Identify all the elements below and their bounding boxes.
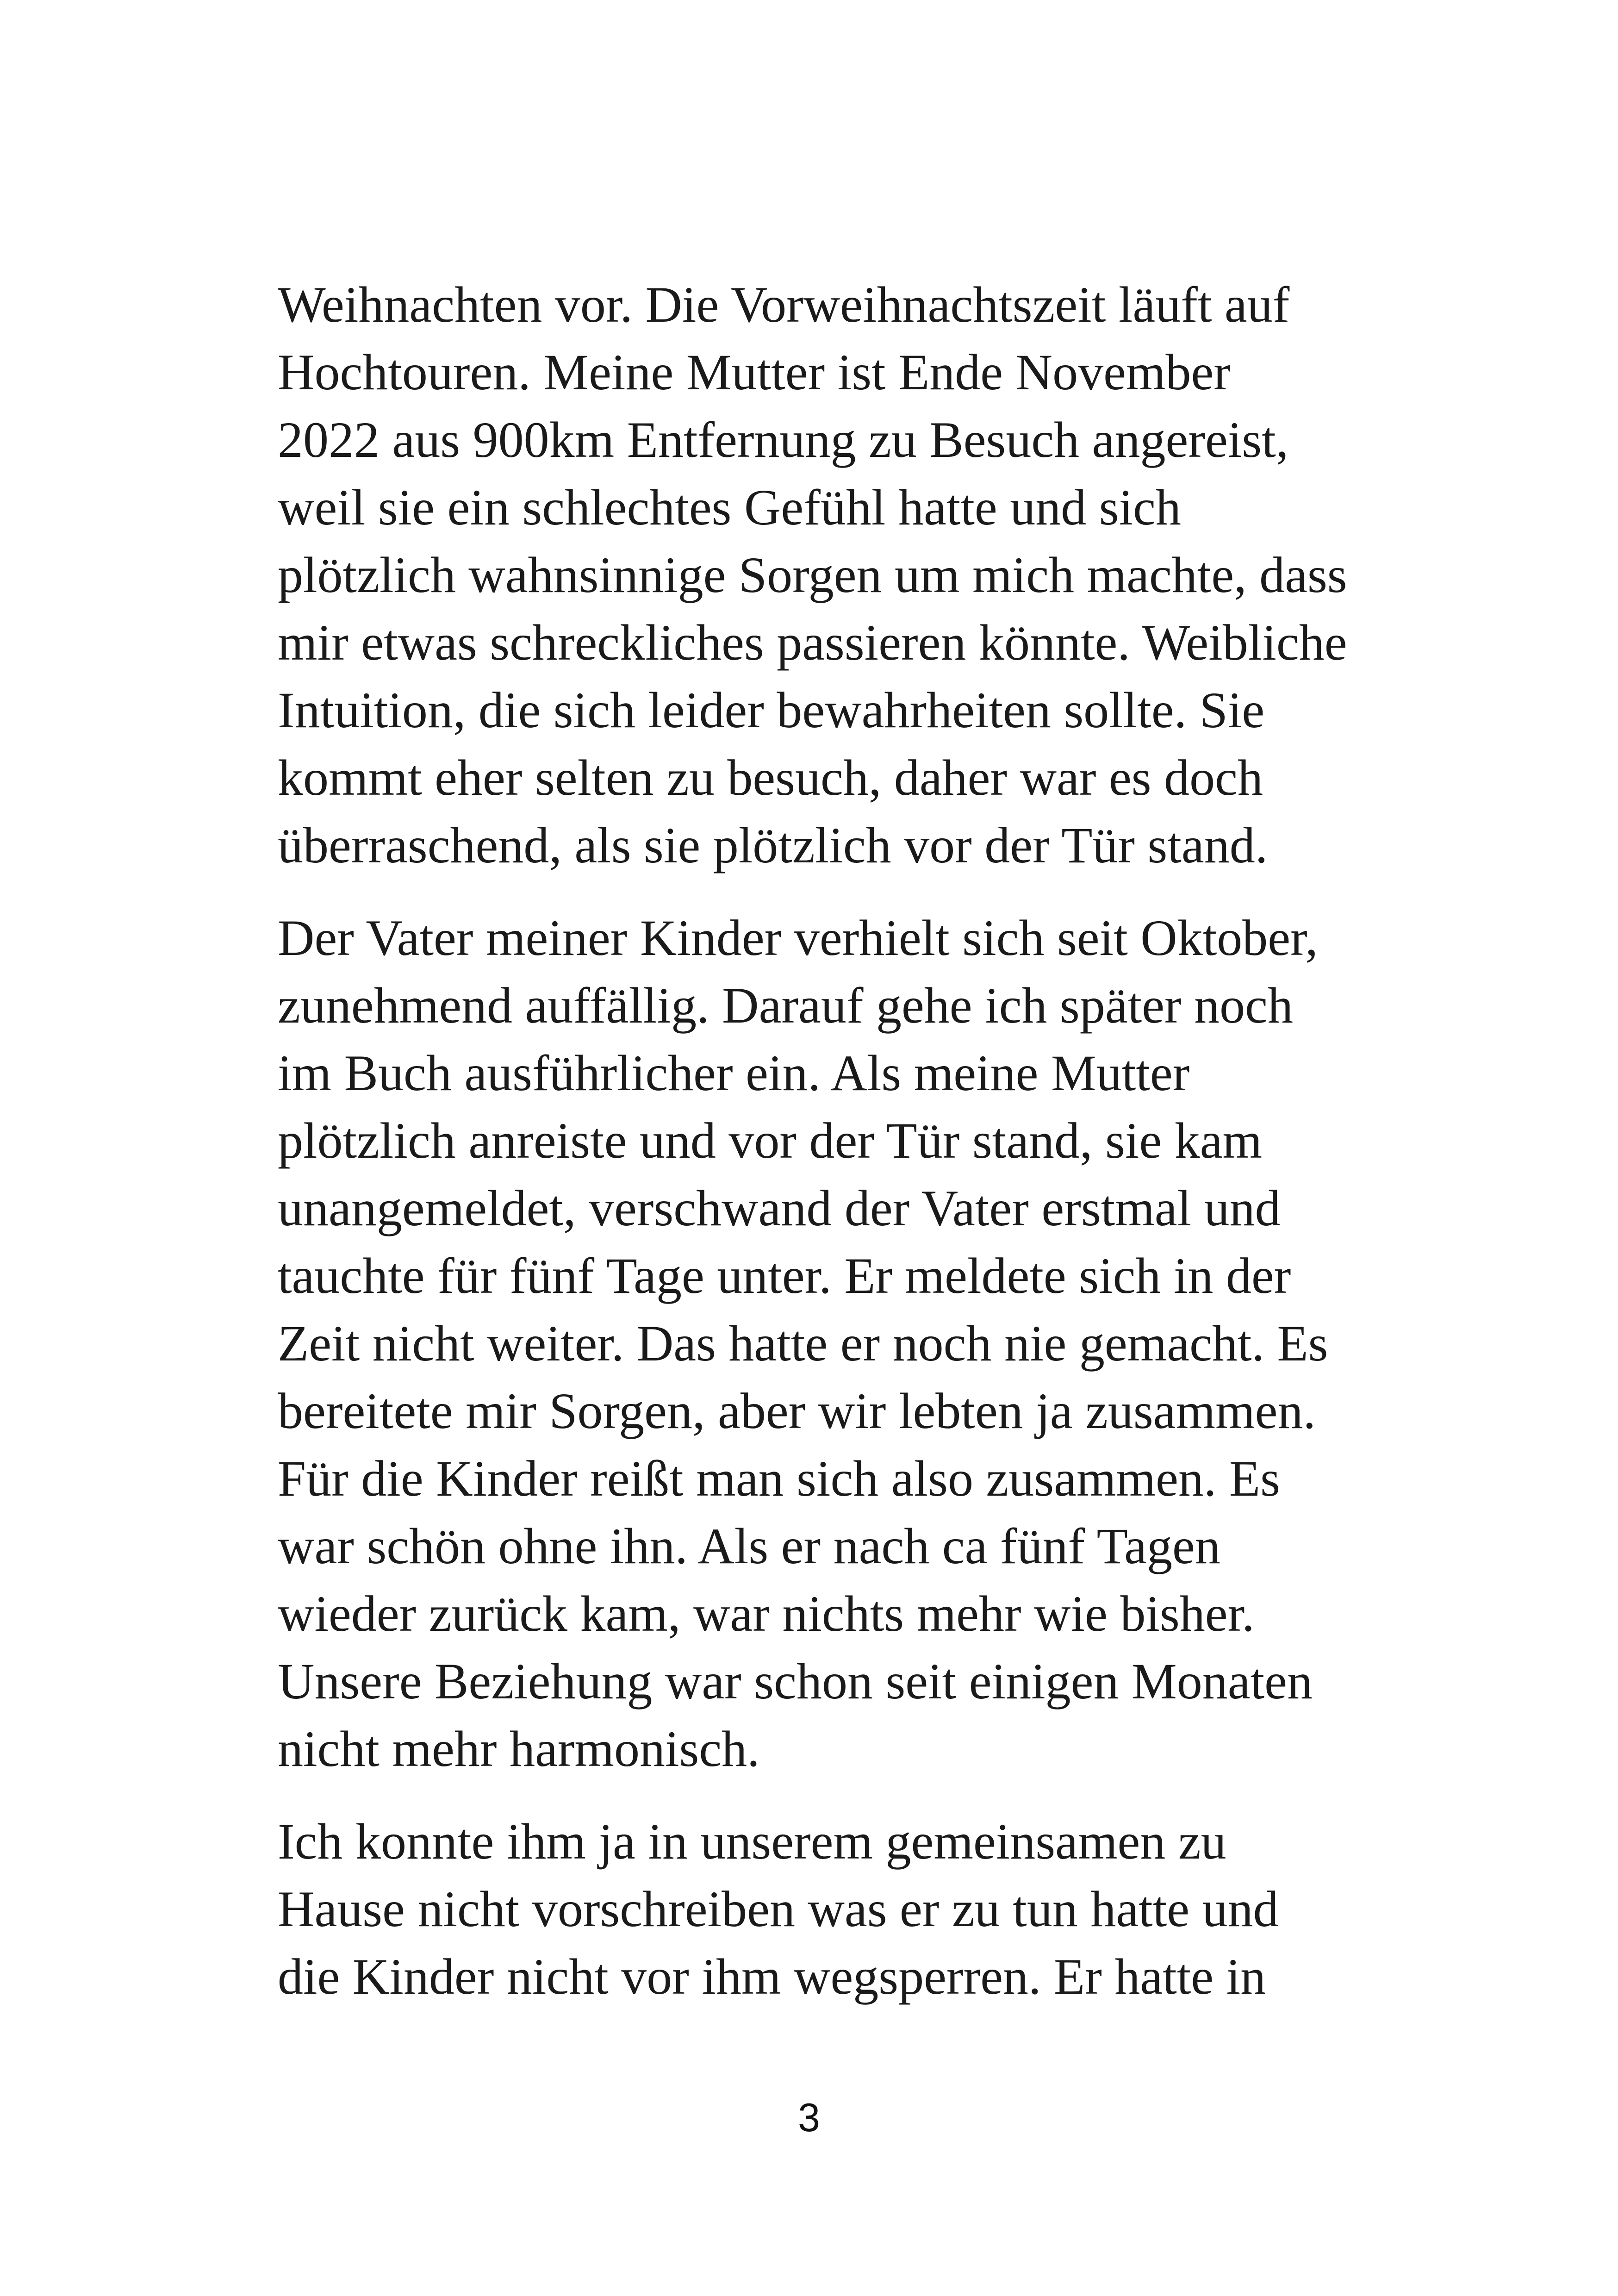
text-line: wieder zurück kam, war nichts mehr wie bisher. (278, 1585, 1255, 1642)
text-line: Weihnachten vor. Die Vorweihnachtszeit läuft auf (278, 276, 1290, 333)
text-line: 2022 aus 900km Entfernung zu Besuch angereist, (278, 412, 1289, 468)
text-line: die Kinder nicht vor ihm wegsperren. Er hatte in (278, 1948, 1266, 2005)
text-line: Der Vater meiner Kinder verhielt sich seit Oktober, (278, 910, 1318, 966)
text-line: plötzlich anreiste und vor der Tür stand, sie kam (278, 1112, 1263, 1169)
text-line: plötzlich wahnsinnige Sorgen um mich machte, dass (278, 547, 1347, 603)
text-line: Für die Kinder reißt man sich also zusammen. Es (278, 1450, 1280, 1507)
text-line: unangemeldet, verschwand der Vater erstmal und (278, 1180, 1281, 1236)
text-line: Hochtouren. Meine Mutter ist Ende November (278, 344, 1231, 400)
text-line: Unsere Beziehung war schon seit einigen Monaten (278, 1653, 1313, 1710)
text-line: Hause nicht vorschreiben was er zu tun hatte und (278, 1881, 1279, 1937)
text-line: zunehmend auffällig. Darauf gehe ich später noch (278, 977, 1293, 1034)
page-number: 3 (798, 2096, 820, 2140)
paragraph-1 (278, 271, 1351, 879)
paragraph-2 (278, 904, 1351, 1783)
text-line: im Buch ausführlicher ein. Als meine Mutter (278, 1045, 1190, 1101)
paragraph-3 (278, 1808, 1351, 2010)
text-line: weil sie ein schlechtes Gefühl hatte und sich (278, 479, 1181, 536)
text-line: war schön ohne ihn. Als er nach ca fünf Tagen (278, 1518, 1220, 1574)
body-text (278, 271, 1351, 2035)
text-line: Zeit nicht weiter. Das hatte er noch nie gemacht. Es (278, 1315, 1328, 1372)
text-line: überraschend, als sie plötzlich vor der Tür stand. (278, 817, 1268, 873)
text-line: bereitete mir Sorgen, aber wir lebten ja zusammen. (278, 1383, 1316, 1439)
text-line: tauchte für fünf Tage unter. Er meldete sich in der (278, 1248, 1291, 1304)
text-line: Intuition, die sich leider bewahrheiten sollte. Sie (278, 682, 1265, 738)
text-line: Ich konnte ihm ja in unserem gemeinsamen zu (278, 1813, 1226, 1870)
text-line: kommt eher selten zu besuch, daher war es doch (278, 749, 1263, 806)
text-line: mir etwas schreckliches passieren könnte. Weibliche (278, 614, 1347, 671)
text-line: nicht mehr harmonisch. (278, 1721, 760, 1777)
